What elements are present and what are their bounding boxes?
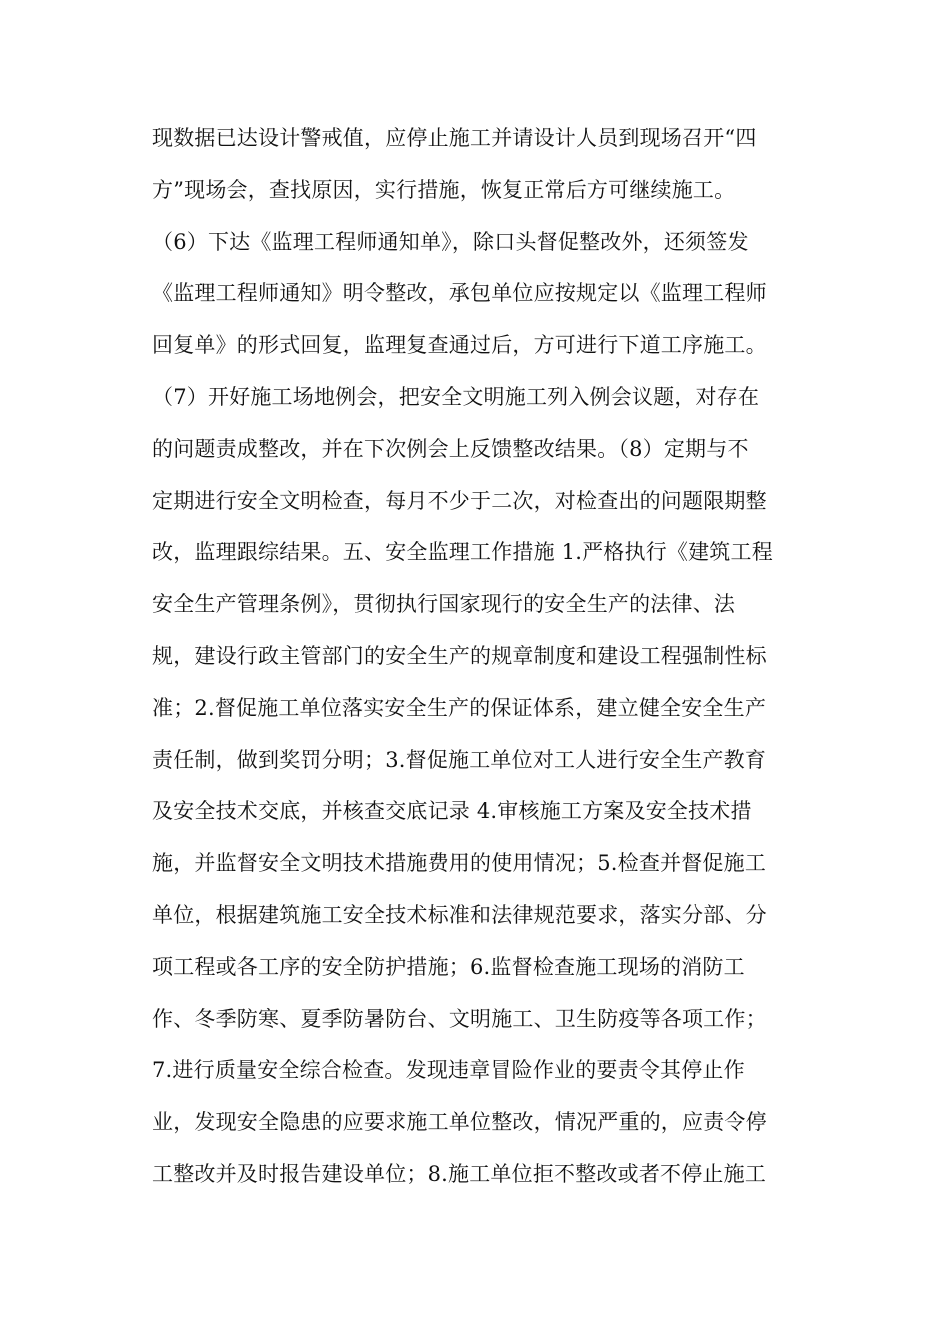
text-line: 工整改并及时报告建设单位；8.施工单位拒不整改或者不停止施工 (152, 1161, 767, 1186)
text-line: 定期进行安全文明检查，每月不少于二次，对检查出的问题限期整 (152, 488, 767, 513)
text-line: 责任制，做到奖罚分明；3.督促施工单位对工人进行安全生产教育 (152, 747, 767, 772)
text-line: 的问题责成整改，并在下次例会上反馈整改结果。（8）定期与不 (152, 436, 749, 461)
text-line: 及安全技术交底，并核查交底记录 4.审核施工方案及安全技术措 (152, 799, 752, 824)
text-line: （6）下达《监理工程师通知单》，除口头督促整改外，还须签发 (152, 229, 749, 254)
text-line: 现数据已达设计警戒值，应停止施工并请设计人员到现场召开“四 (152, 126, 757, 150)
text-line: 改，监理跟综结果。五、安全监理工作措施 1.严格执行《建筑工程 (152, 540, 773, 565)
text-line: 准；2.督促施工单位落实安全生产的保证体系，建立健全安全生产 (152, 695, 767, 720)
text-line: 《监理工程师通知》明令整改，承包单位应按规定以《监理工程师 (152, 281, 767, 306)
text-line: （7）开好施工场地例会，把安全文明施工列入例会议题，对存在 (152, 384, 760, 409)
text-line: 业，发现安全隐患的应要求施工单位整改，情况严重的，应责令停 (152, 1110, 767, 1135)
text-line: 施，并监督安全文明技术措施费用的使用情况；5.检查并督促施工 (152, 851, 767, 876)
text-line: 方”现场会，查找原因，实行措施，恢复正常后方可继续施工。 (152, 177, 736, 202)
text-line: 回复单》的形式回复，监理复查通过后，方可进行下道工序施工。 (152, 333, 767, 358)
text-line: 安全生产管理条例》，贯彻执行国家现行的安全生产的法律、法 (152, 592, 736, 617)
text-line: 7.进行质量安全综合检查。发现违章冒险作业的要责令其停止作 (152, 1058, 745, 1083)
text-line: 作、冬季防寒、夏季防暑防台、文明施工、卫生防疫等各项工作； (152, 1006, 767, 1031)
text-line: 规，建设行政主管部门的安全生产的规章制度和建设工程强制性标 (152, 643, 767, 668)
text-line: 单位，根据建筑施工安全技术标准和法律规范要求，落实分部、分 (152, 902, 767, 927)
text-line: 项工程或各工序的安全防护措施；6.监督检查施工现场的消防工 (152, 954, 745, 979)
body-text (152, 118, 812, 1206)
